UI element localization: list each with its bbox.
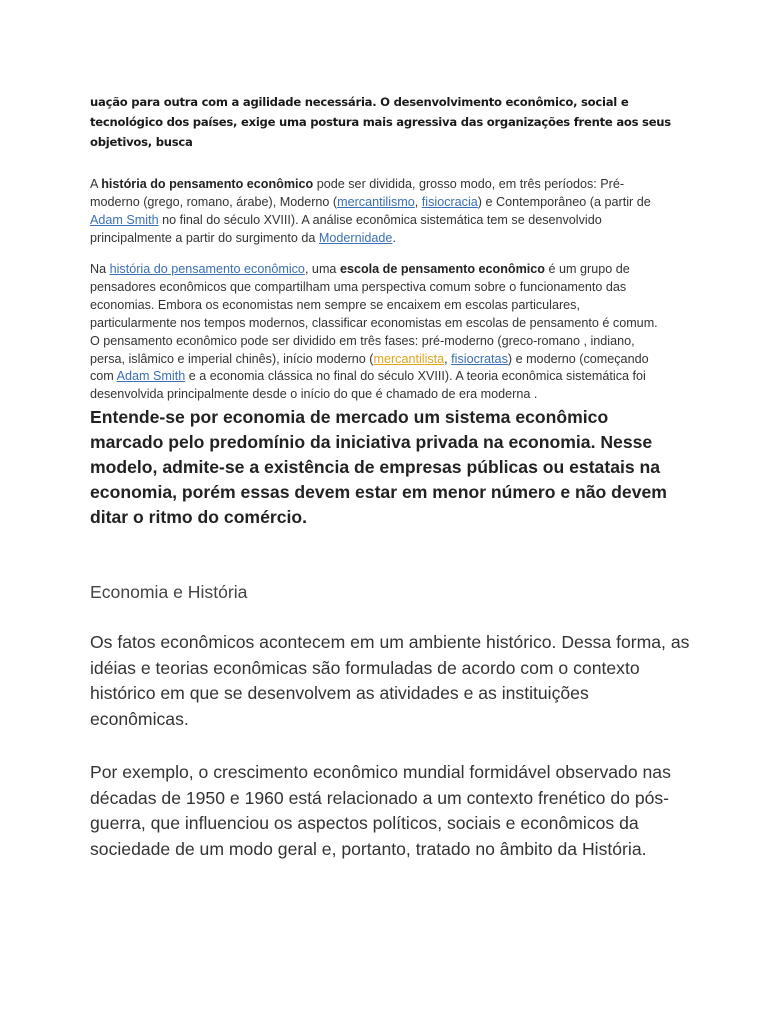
link-historia-pensamento[interactable]: história do pensamento econômico <box>109 262 305 276</box>
text-span: ) e Contemporâneo (a partir de <box>477 194 651 209</box>
text-span: Na <box>90 262 110 276</box>
text-span: , <box>414 194 422 209</box>
link-adam-smith[interactable]: Adam Smith <box>116 369 186 384</box>
historia-paragraph <box>90 176 665 248</box>
link-fisiocratas[interactable]: fisiocratas <box>451 351 508 366</box>
escola-paragraph <box>90 261 665 404</box>
text-span: pode ser dividida, grosso modo, em três períodos: Pré-moderno (grego, romano, árabe), Moderno ( <box>90 177 625 209</box>
mercado-paragraph <box>90 405 680 530</box>
text-span: Entende-se por <box>90 407 223 427</box>
link-adam-smith[interactable]: Adam Smith <box>90 212 159 227</box>
text-span: , uma <box>304 262 340 276</box>
link-modernidade[interactable]: Modernidade <box>318 230 393 245</box>
link-mercantilista[interactable]: mercantilista <box>373 351 445 366</box>
section-heading: Economia e História <box>90 582 248 602</box>
text-span: A <box>90 177 102 191</box>
intro-paragraph: uação para outra com a agilidade necessária. O desenvolvimento econômico, social e tecnológico dos países, exige uma postura mais agressiva das organizações frente aos seus objetivos, busca <box>90 95 671 149</box>
bold-term: história do pensamento econômico <box>101 177 314 191</box>
text-span: um sistema econômico marcado pelo predomínio da iniciativa privada na economia. Nesse modelo, admite-se a existência de empresas públicas ou estatais na economia, porém essas devem estar em menor número e não devem ditar o ritmo do comércio. <box>90 407 667 527</box>
link-fisiocracia[interactable]: fisiocracia <box>421 194 478 209</box>
text-span: e a economia clássica no final do século XVIII). A teoria econômica sistemática foi desenvolvida principalmente desde o início do que é chamado de era moderna . <box>90 369 646 402</box>
text-span: ) e moderno (começando com <box>90 351 649 384</box>
fatos-paragraph: Os fatos econômicos acontecem em um ambiente histórico. Dessa forma, as idéias e teorias econômicas são formuladas de acordo com o contexto histórico em que se desenvolvem as atividades e as instituições econômicas. <box>90 632 690 729</box>
bold-term: escola de pensamento econômico <box>339 262 545 276</box>
text-span: . <box>392 230 396 245</box>
bold-term: economia de mercado <box>222 407 409 427</box>
text-span: no final do século XVIII). A análise econômica sistemática tem se desenvolvido principalmente a partir do surgimento da <box>90 212 602 245</box>
text-span: é um grupo de pensadores econômicos que compartilham uma perspectiva comum sobre o funcionamento das economias. Embora os economistas nem sempre se encaixem em escolas particulares, particularmente nos tempos modernos, classificar economistas em escolas de pensamento é comum. O pensamento econômico pode ser dividido em três fases: pré-moderno (greco-romano , indiano, persa, islâmico e imperial chinês), início moderno ( <box>90 262 658 366</box>
text-span: , <box>444 351 452 366</box>
exemplo-paragraph: Por exemplo, o crescimento econômico mundial formidável observado nas décadas de 1950 e 1960 está relacionado a um contexto frenético do pós-guerra, que influenciou os aspectos políticos, sociais e econômicos da sociedade de um modo geral e, portanto, tratado no âmbito da História. <box>90 762 671 859</box>
link-mercantilismo[interactable]: mercantilismo <box>337 194 415 209</box>
